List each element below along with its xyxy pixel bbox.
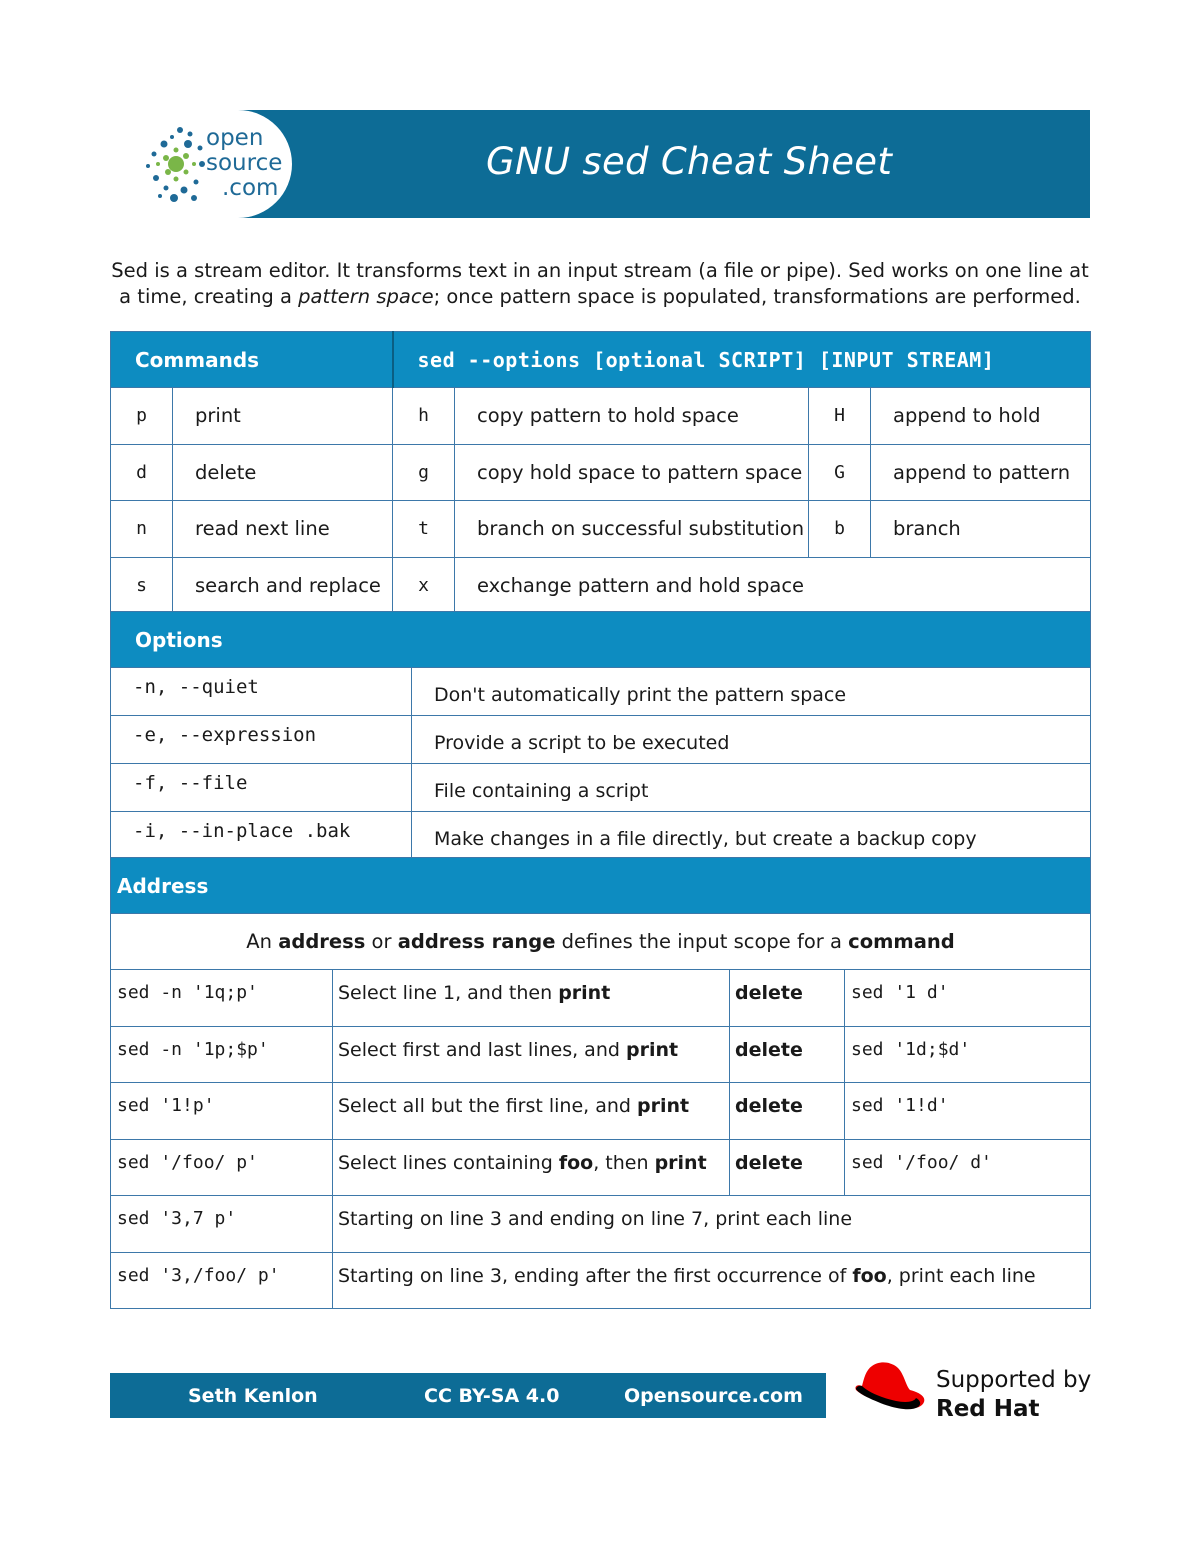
address-verb-code: sed '1!d'	[845, 1083, 1091, 1140]
command-code: h	[393, 388, 455, 445]
logo-line-open: open	[206, 125, 264, 151]
address-verb-code: sed '1d;$d'	[845, 1026, 1091, 1083]
address-intro	[111, 914, 1091, 970]
command-code: G	[809, 444, 871, 501]
command-code: b	[809, 501, 871, 558]
redhat-wordmark	[936, 1366, 1091, 1424]
intro-text-1: Sed is a stream editor. It transforms text in an input stream (a file or pipe). Sed works on one line at a time, creating a	[111, 259, 1089, 308]
command-desc: copy pattern to hold space	[455, 388, 809, 445]
command-desc: branch on successful substitution	[455, 501, 809, 558]
command-desc: append to hold	[871, 388, 1091, 445]
address-desc	[333, 1139, 730, 1196]
address-code: sed -n '1q;p'	[111, 970, 333, 1027]
address-verb: delete	[730, 970, 845, 1027]
address-desc-text: Starting on line 3 and ending on line 7, print each line	[338, 1208, 853, 1230]
address-desc-bold: foo	[852, 1264, 887, 1287]
options-header-row	[111, 612, 1091, 668]
address-intro-text: An	[246, 930, 279, 953]
address-desc	[333, 1026, 730, 1083]
address-row	[111, 1252, 1091, 1309]
supported-by-label: Supported by	[936, 1367, 1092, 1393]
address-verb-code: sed '1 d'	[845, 970, 1091, 1027]
option-desc: Provide a script to be executed	[412, 716, 1091, 764]
options-table	[110, 611, 1091, 860]
redhat-hat-icon	[848, 1360, 928, 1422]
option-desc: Make changes in a file directly, but create a backup copy	[412, 812, 1091, 860]
command-code: g	[393, 444, 455, 501]
command-row	[111, 388, 1091, 445]
option-flag: -i, --in-place .bak	[111, 812, 412, 860]
logo-wordmark	[206, 126, 282, 201]
address-desc	[333, 970, 730, 1027]
commands-section-label: Commands	[111, 332, 393, 388]
address-code: sed '/foo/ p'	[111, 1139, 333, 1196]
sed-syntax: sed --options [optional SCRIPT] [INPUT STREAM]	[393, 332, 1091, 388]
address-section-label: Address	[111, 858, 1091, 914]
command-desc: delete	[173, 444, 393, 501]
command-desc: append to pattern	[871, 444, 1091, 501]
footer-license: CC BY-SA 4.0	[424, 1385, 560, 1407]
logo-dots-icon	[144, 124, 208, 204]
address-row	[111, 1196, 1091, 1253]
option-flag: -f, --file	[111, 764, 412, 812]
address-intro-bold: command	[848, 930, 955, 953]
command-row	[111, 444, 1091, 501]
address-verb: delete	[730, 1139, 845, 1196]
intro-emphasis: pattern space	[298, 285, 434, 308]
command-code: H	[809, 388, 871, 445]
command-row	[111, 557, 1091, 614]
address-row	[111, 1139, 1091, 1196]
footer-site-link[interactable]: Opensource.com	[624, 1385, 803, 1407]
address-desc-text: Select line 1, and then	[338, 982, 559, 1004]
address-desc	[333, 1083, 730, 1140]
address-desc-text: Select first and last lines, and	[338, 1038, 626, 1061]
address-table	[110, 857, 1091, 1309]
option-row	[111, 668, 1091, 716]
address-verb: delete	[730, 1026, 845, 1083]
command-desc: print	[173, 388, 393, 445]
intro-text-2: ; once pattern space is populated, transformations are performed.	[433, 285, 1081, 308]
footer-bar	[110, 1373, 826, 1418]
footer-author: Seth Kenlon	[188, 1385, 318, 1407]
address-desc	[333, 1252, 1091, 1309]
command-code: s	[111, 557, 173, 614]
address-desc-text: , then	[593, 1151, 655, 1174]
address-desc	[333, 1196, 1091, 1253]
address-intro-bold: address	[278, 930, 366, 953]
option-row	[111, 716, 1091, 764]
redhat-sponsor	[848, 1360, 1093, 1430]
command-desc: copy hold space to pattern space	[455, 444, 809, 501]
command-code: t	[393, 501, 455, 558]
address-row	[111, 970, 1091, 1027]
command-desc: exchange pattern and hold space	[455, 557, 1091, 614]
address-code: sed -n '1p;$p'	[111, 1026, 333, 1083]
address-desc-bold: foo	[558, 1151, 594, 1174]
option-flag: -e, --expression	[111, 716, 412, 764]
address-desc-text: Select lines containing	[338, 1151, 559, 1174]
option-flag: -n, --quiet	[111, 668, 412, 716]
logo-line-source: source	[206, 150, 283, 176]
commands-header-row	[111, 332, 1091, 388]
intro-paragraph	[110, 258, 1090, 310]
address-row	[111, 1083, 1091, 1140]
option-desc: Don't automatically print the pattern space	[412, 668, 1091, 716]
address-desc-bold: print	[558, 982, 611, 1004]
page-title: GNU sed Cheat Sheet	[486, 140, 893, 183]
command-desc: branch	[871, 501, 1091, 558]
redhat-label: Red Hat	[936, 1396, 1040, 1422]
command-code: p	[111, 388, 173, 445]
command-code: x	[393, 557, 455, 614]
address-desc-text: Starting on line 3, ending after the first occurrence of	[338, 1264, 853, 1287]
command-code: d	[111, 444, 173, 501]
address-desc-bold: print	[637, 1095, 690, 1117]
command-desc: read next line	[173, 501, 393, 558]
address-verb: delete	[730, 1083, 845, 1140]
option-row	[111, 812, 1091, 860]
command-row	[111, 501, 1091, 558]
address-code: sed '1!p'	[111, 1083, 333, 1140]
address-desc-text: , print each line	[886, 1264, 1036, 1287]
address-code: sed '3,/foo/ p'	[111, 1252, 333, 1309]
address-header-row	[111, 858, 1091, 914]
address-verb-code: sed '/foo/ d'	[845, 1139, 1091, 1196]
address-intro-bold: address range	[397, 930, 556, 953]
address-desc-bold: print	[625, 1038, 679, 1061]
command-code: n	[111, 501, 173, 558]
address-row	[111, 1026, 1091, 1083]
command-desc: search and replace	[173, 557, 393, 614]
opensource-logo	[110, 110, 292, 218]
options-section-label: Options	[111, 612, 1091, 668]
option-desc: File containing a script	[412, 764, 1091, 812]
commands-table	[110, 331, 1091, 614]
address-intro-text: or	[365, 930, 398, 953]
logo-line-com: .com	[222, 175, 279, 201]
address-intro-text: defines the input scope for a	[555, 930, 849, 953]
header-banner	[110, 110, 1090, 218]
address-desc-bold: print	[654, 1151, 707, 1174]
address-code: sed '3,7 p'	[111, 1196, 333, 1253]
address-intro-row	[111, 914, 1091, 970]
address-desc-text: Select all but the first line, and	[338, 1095, 638, 1117]
option-row	[111, 764, 1091, 812]
